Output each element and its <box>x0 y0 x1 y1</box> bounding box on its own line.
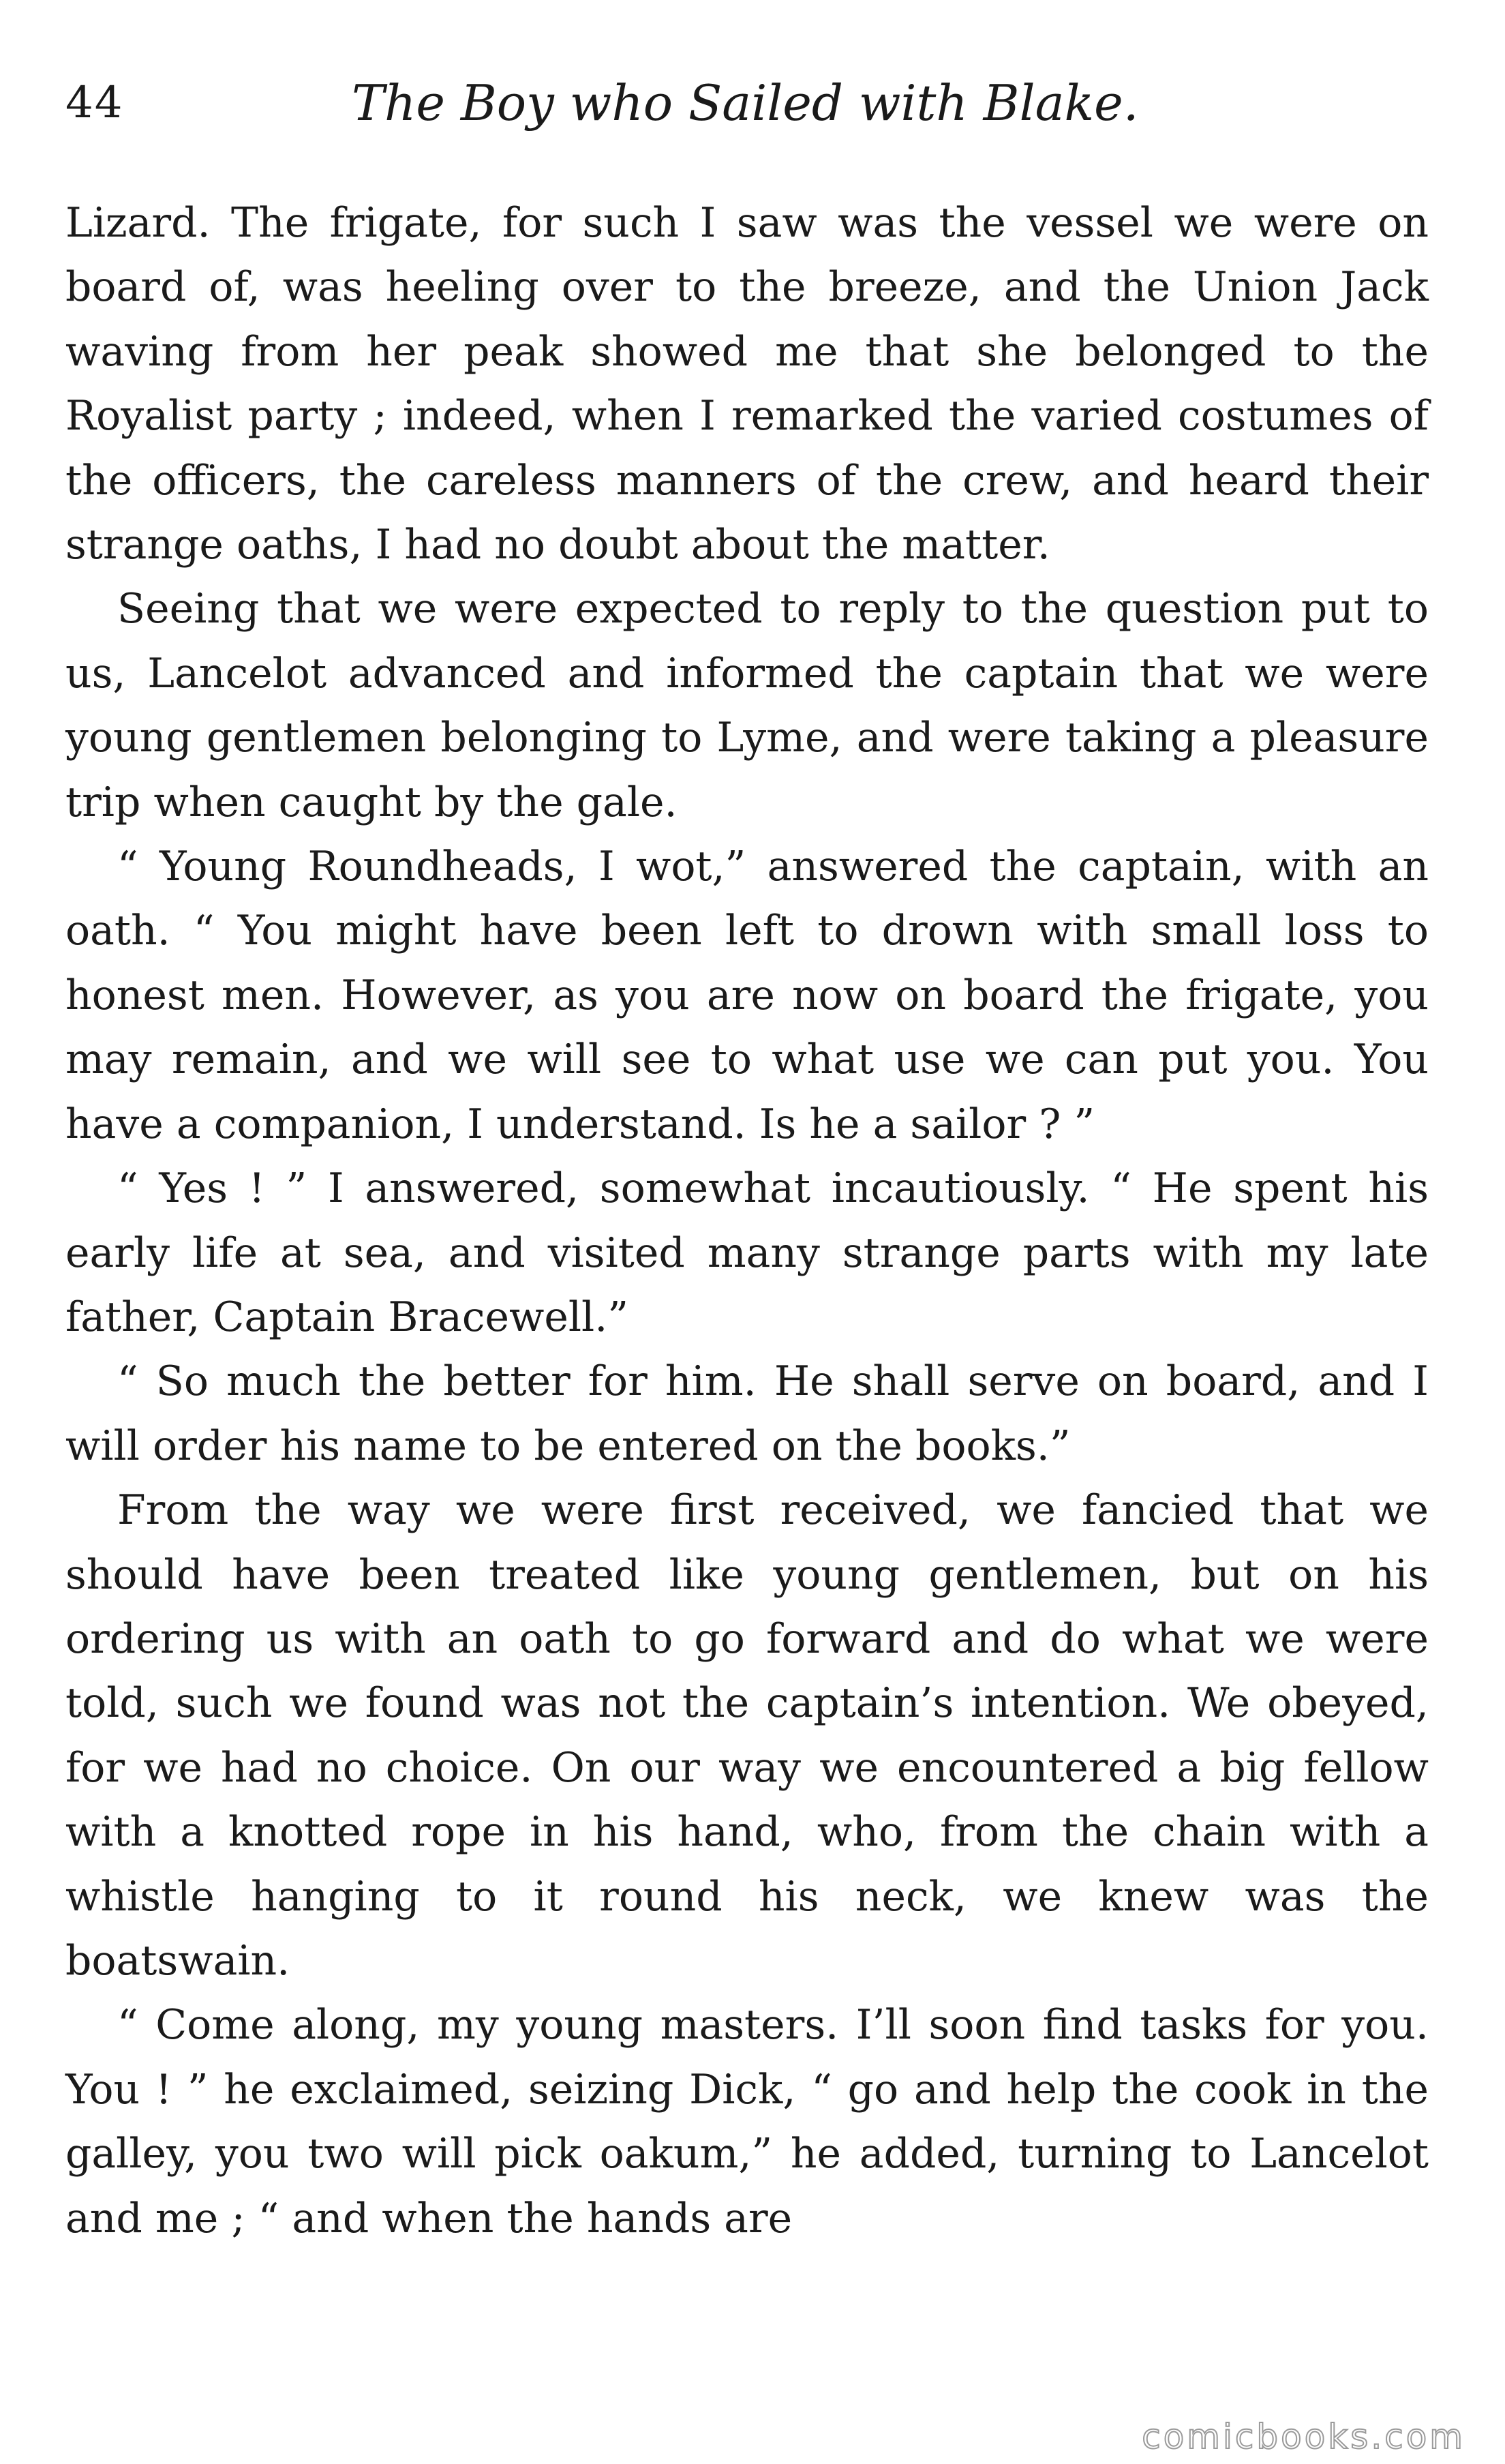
paragraph: Seeing that we were expected to reply to the question put to us, Lancelot advanced and informed the captain that we were young gentlemen belonging to Lyme, and were taking a pleasure trip when caught by the gale. <box>65 585 1429 826</box>
body-text <box>65 191 1429 2251</box>
running-head <box>65 65 1461 140</box>
page-number: 44 <box>65 78 124 128</box>
paragraph: “ Yes ! ” I answered, somewhat incautiously. “ He spent his early life at sea, and visited many strange parts with my late father, Captain Bracewell.” <box>65 1165 1429 1341</box>
paragraph: From the way we were first received, we fancied that we should have been treated like young gentlemen, but on his ordering us with an oath to go forward and do what we were told, such we found was not the captain’s intention. We obeyed, for we had no choice. On our way we encountered a big fellow with a knotted rope in his hand, who, from the chain with a whistle hanging to it round his neck, we knew was the boatswain. <box>65 1486 1429 1985</box>
paragraph: “ Come along, my young masters. I’ll soon find tasks for you. You ! ” he exclaimed, seizing Dick, “ go and help the cook in the galley, you two will pick oakum,” he added, turning to Lancelot and me ; “ and when the hands are <box>65 2001 1429 2242</box>
watermark: comicbooks.com <box>1142 2417 1465 2457</box>
running-title: The Boy who Sailed with Blake. <box>352 74 1139 132</box>
paragraph: “ So much the better for him. He shall serve on board, and I will order his name to be entered on the books.” <box>65 1357 1429 1470</box>
paragraph: “ Young Roundheads, I wot,” answered the captain, with an oath. “ You might have been left to drown with small loss to honest men. However, as you are now on board the frigate, you may remain, and we will see to what use we can put you. You have a companion, I understand. Is he a sailor ? ” <box>65 843 1429 1148</box>
paragraph: Lizard. The frigate, for such I saw was the vessel we were on board of, was heeling over to the breeze, and the Union Jack waving from her peak showed me that she belonged to the Royalist party ; indeed, when I remarked the varied costumes of the officers, the careless manners of the crew, and heard their strange oaths, I had no doubt about the matter. <box>65 199 1429 569</box>
